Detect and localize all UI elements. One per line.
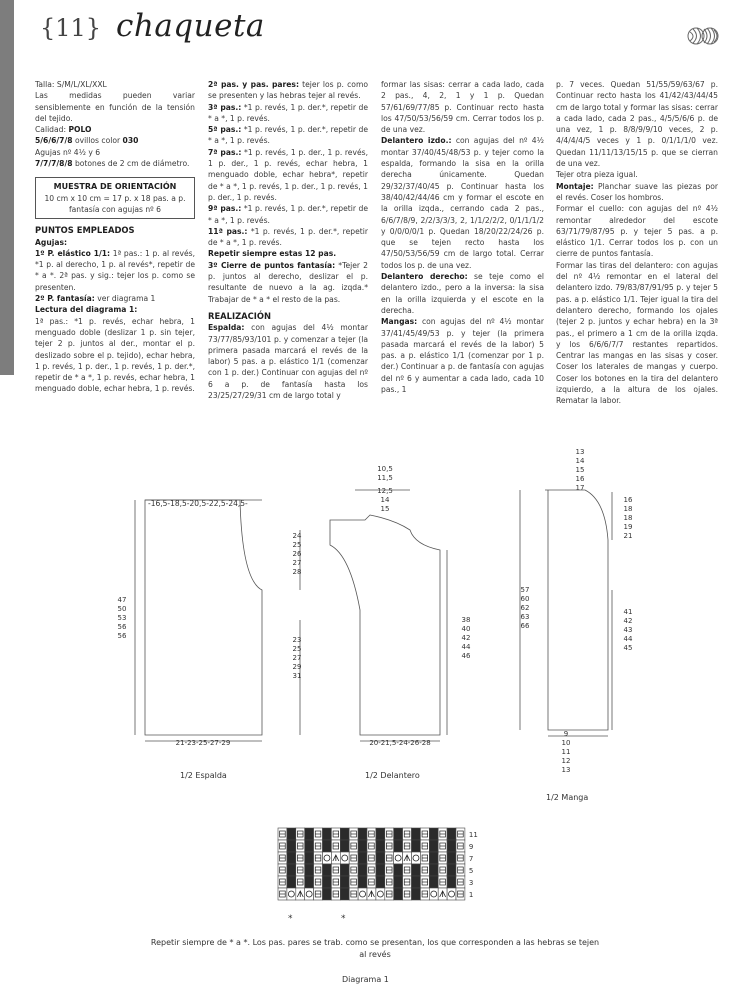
puntos-title: PUNTOS EMPLEADOS <box>35 225 135 236</box>
chart-cell <box>323 888 332 900</box>
chart-cell <box>340 888 349 900</box>
chart-cell <box>340 876 349 888</box>
mangas-continued: p. 7 veces. Quedan 51/55/59/63/67 p. Continuar recto hasta los 41/42/43/44/45 cm de largo total y formar las sisas: cerrar a cada lado, cada 2 pas., 4/5/5/6/6 p. de una vez, 1 p. 8/8/9/9/10 veces, 2 p. 4/4/4/4/5 veces y 1 p. 0/1/1/1/0 vez. Quedan 11/11/13/15/15 p. que se cierran de una vez. <box>556 80 718 169</box>
chart-cell <box>394 864 403 876</box>
chart-cell <box>447 876 456 888</box>
chart-cell <box>323 828 332 840</box>
espalda-continued: formar las sisas: cerrar a cada lado, cada 2 pas., 4, 2, 1 y 1 p. Quedan 57/61/69/77/85 p. Continuar recto hasta los 47/50/53/56/59 cm. Cerrar todos los p. de una vez. <box>381 80 544 135</box>
diagram-caption: Diagrama 1 <box>342 975 389 984</box>
botones-line: 7/7/7/8/8 botones de 2 cm de diámetro. <box>35 159 190 169</box>
svg-text:31: 31 <box>292 672 302 680</box>
chart-cell <box>323 876 332 888</box>
calidad-line: Calidad: POLO <box>35 125 92 135</box>
svg-text:47: 47 <box>117 596 127 604</box>
text-column-3 <box>381 79 544 395</box>
chart-cell <box>305 852 314 864</box>
otra-pieza-line: Tejer otra pieza igual. <box>556 170 638 180</box>
stitch-chart-row-numbers <box>469 831 478 899</box>
svg-text:9: 9 <box>563 730 569 738</box>
delantero-width-label: 20-21,5-24-26-28 <box>369 739 431 747</box>
chart-cell <box>305 828 314 840</box>
lectura-paragraph: 1ª pas.: *1 p. revés, echar hebra, 1 menguado doble (deslizar 1 p. sin tejer, tejer 2 p. juntos al der., montar el p. deslizado sobre el p. tejido), echar hebra, 1 p. revés, 1 p. der., 1 p. revés, 1 p. der.*, repetir de * a *, 1 p. revés, echar hebra, 1 menguado doble, echar hebra, 1 p. revés. <box>35 316 195 394</box>
svg-text:44: 44 <box>623 635 633 643</box>
svg-text:40: 40 <box>461 625 471 633</box>
chart-row-number: 11 <box>468 831 478 839</box>
chart-cell <box>287 864 296 876</box>
svg-text:17: 17 <box>575 484 585 492</box>
montaje-paragraph: Montaje: Planchar suave las piezas por el revés. Coser los hombros. <box>556 181 718 202</box>
svg-text:18: 18 <box>623 514 633 522</box>
lectura-label: Lectura del diagrama 1: <box>35 305 138 315</box>
chart-cell <box>305 876 314 888</box>
chart-cell <box>412 840 421 852</box>
svg-text:14: 14 <box>575 457 585 465</box>
espalda-width-label: 21-23-25-27-29 <box>175 739 231 747</box>
espalda-top-label: -16,5-18,5-20,5-22,5-24,5- <box>148 499 248 508</box>
espalda-caption: 1/2 Espalda <box>180 771 227 780</box>
svg-text:13: 13 <box>561 766 571 774</box>
page-edge-bar <box>0 0 14 375</box>
chart-cell <box>340 864 349 876</box>
text-column-2 <box>208 79 368 401</box>
pas-3-paragraph: 3ª pas.: *1 p. revés, 1 p. der.*, repetir de * a *, 1 p. revés. <box>208 102 368 123</box>
schematics-diagram <box>0 430 750 840</box>
chart-cell <box>376 876 385 888</box>
mangas-paragraph: Mangas: con agujas del nº 4½ montar 37/41/45/49/53 p. y tejer (la primera pasada marcará el revés de la labor) 5 pas. a p. elástico 1/1 (comenzar por 1 p. der.) Continuar a p. de fantasía con agujas del nº 6 y aumentar a cada lado, cada 10 pas., 1 <box>381 317 544 395</box>
chart-cell <box>412 828 421 840</box>
delantero-outline <box>330 515 440 735</box>
svg-text:27: 27 <box>292 654 302 662</box>
agujas-label: Agujas: <box>35 237 68 247</box>
chart-cell <box>287 840 296 852</box>
agujas-line: Agujas nº 4½ y 6 <box>35 147 101 157</box>
pas-5-paragraph: 5ª pas.: *1 p. revés, 1 p. der.*, repetir de * a *, 1 p. revés. <box>208 125 368 146</box>
pas-7-paragraph: 7ª pas.: *1 p. revés, 1 p. der., 1 p. revés, 1 p. der., 1 p. revés, echar hebra, 1 menguado doble, echar hebra*, repetir de * a *, 1 p. revés, 1 p. der., 1 p. revés, 1 p. der., 1 p. revés. <box>208 147 369 202</box>
chart-cell <box>394 840 403 852</box>
elastico-paragraph: 1º P. elástico 1/1: 1ª pas.: 1 p. al revés, *1 p. al derecho, 1 p. al revés*, repetir de * a *. 2ª pas. y sig.: tejer los p. como se presenten. <box>35 248 195 292</box>
svg-text:18: 18 <box>623 505 633 513</box>
pas-11-paragraph: 11ª pas.: *1 p. revés, 1 p. der.*, repetir de * a *, 1 p. revés. <box>208 226 368 248</box>
manga-cap-labels <box>624 496 633 540</box>
manga-top-labels <box>576 448 585 492</box>
yarn-balls-icon <box>686 26 720 46</box>
espalda-paragraph: Espalda: con agujas del 4½ montar 73/77/85/93/101 p. y comenzar a tejer (la primera pasada marcará el revés de la labor) 5 pas. a p. elástico 1/1 (comenzar con 1 p. der.) Continuar con agujas del nº 6 a p. de fantasía hasta los 23/25/27/29/31 cm de largo total y <box>208 323 368 401</box>
text-column-4 <box>556 79 718 407</box>
svg-text:25: 25 <box>292 645 302 653</box>
svg-text:44: 44 <box>461 643 471 651</box>
chart-row-number: 1 <box>468 891 474 899</box>
chart-cell <box>358 852 367 864</box>
svg-text:14: 14 <box>380 496 390 504</box>
delantero-caption: 1/2 Delantero <box>365 771 420 780</box>
svg-text:38: 38 <box>461 616 471 624</box>
chart-cell <box>323 864 332 876</box>
svg-text:53: 53 <box>117 614 127 622</box>
manga-body-labels <box>624 608 633 652</box>
diagram-note: Repetir siempre de * a *. Los pas. pares se trab. como se presentan, los que corresponden a las hebras se tejen al revés <box>150 938 600 959</box>
svg-text:45: 45 <box>623 644 633 652</box>
pattern-number: {11} <box>40 14 102 42</box>
repeat-star-right: * <box>341 914 346 924</box>
chart-cell <box>340 840 349 852</box>
svg-text:60: 60 <box>520 595 530 603</box>
svg-text:43: 43 <box>623 626 633 634</box>
cuello-paragraph: Formar el cuello: con agujas del nº 4½ remontar alrededor del escote 63/71/79/87/95 p. y tejer 5 pas. a p. elástico 1/1. Cerrar todos los p. con un cierre de puntos fantasía. <box>556 204 718 259</box>
svg-text:15: 15 <box>575 466 585 474</box>
svg-text:10,5: 10,5 <box>377 465 393 473</box>
chart-row-number: 3 <box>468 879 474 887</box>
chart-row-number: 7 <box>468 855 474 863</box>
talla-line: Talla: S/M/L/XL/XXL <box>35 80 107 89</box>
chart-cell <box>429 852 438 864</box>
ovillos-line: 5/6/6/7/8 ovillos color 030 <box>35 136 139 146</box>
chart-cell <box>412 864 421 876</box>
svg-text:56: 56 <box>117 632 127 640</box>
realizacion-title: REALIZACIÓN <box>208 310 272 321</box>
pas-9-paragraph: 9ª pas.: *1 p. revés, 1 p. der.*, repetir de * a *, 1 p. revés. <box>208 204 368 225</box>
chart-cell <box>394 888 403 900</box>
manga-outline <box>545 490 608 730</box>
muestra-box <box>35 177 195 219</box>
chart-row-number: 5 <box>468 867 474 875</box>
chart-cell <box>287 876 296 888</box>
svg-text:11,5: 11,5 <box>377 474 393 482</box>
svg-text:63: 63 <box>520 613 530 621</box>
chart-cell <box>447 840 456 852</box>
fantasia-paragraph: 2º P. fantasía: ver diagrama 1 <box>35 294 156 304</box>
cierre-paragraph: 3º Cierre de puntos fantasía: *Tejer 2 p. juntos al derecho, deslizar el p. resultante de nuevo a la ag. izqda.* Trabajar de * a * el resto de la pas. <box>208 260 368 304</box>
svg-text:50: 50 <box>117 605 127 613</box>
chart-cell <box>447 852 456 864</box>
svg-text:42: 42 <box>623 617 633 625</box>
chart-cell <box>358 840 367 852</box>
chart-cell <box>447 864 456 876</box>
svg-text:28: 28 <box>292 568 302 576</box>
svg-text:12: 12 <box>561 757 571 765</box>
svg-text:16: 16 <box>575 475 585 483</box>
svg-text:12,5: 12,5 <box>377 487 393 495</box>
chart-cell <box>376 852 385 864</box>
chart-row-number: 9 <box>468 843 474 851</box>
chart-cell <box>376 828 385 840</box>
repetir-line: Repetir siempre estas 12 pas. <box>208 249 337 259</box>
svg-text:21: 21 <box>623 532 633 540</box>
delantero-neck-labels <box>377 465 393 513</box>
chart-cell <box>287 852 296 864</box>
svg-text:46: 46 <box>461 652 471 660</box>
svg-text:42: 42 <box>461 634 471 642</box>
chart-cell <box>412 888 421 900</box>
espalda-body-labels <box>293 636 302 680</box>
chart-cell <box>394 828 403 840</box>
svg-text:57: 57 <box>520 586 530 594</box>
manga-total-labels <box>521 586 530 630</box>
manga-caption: 1/2 Manga <box>546 793 589 802</box>
stitch-chart <box>276 826 486 926</box>
chart-cell <box>358 864 367 876</box>
espalda-total-labels <box>118 596 127 640</box>
text-column-1 <box>35 79 195 395</box>
svg-text:62: 62 <box>520 604 530 612</box>
delantero-escote-labels <box>462 616 471 660</box>
svg-text:27: 27 <box>292 559 302 567</box>
tiras-paragraph: Formar las tiras del delantero: con agujas del nº 4½ remontar en el lateral del delantero izdo. 79/83/87/91/95 p. y tejer 5 pas. a p. elástico 1/1. Tejer igual la tira del delantero derecho, formando los ojales (tejer 2 p. juntos y echar hebra) en la 3ª pas., el primero a 1 cm de la orilla izqda. y los 6/6/6/7/7 restantes repartidos. Centrar las mangas en las sisas y coser. Coser los laterales de mangas y cuerpo. Coser los botones en la tira del delantero izquierdo, a la altura de los ojales. Rematar la labor. <box>556 260 718 406</box>
chart-cell <box>305 840 314 852</box>
svg-text:11: 11 <box>561 748 571 756</box>
chart-cell <box>394 876 403 888</box>
chart-cell <box>376 864 385 876</box>
chart-cell <box>429 840 438 852</box>
manga-bottom-labels <box>562 730 571 774</box>
chart-cell <box>323 840 332 852</box>
chart-cell <box>340 828 349 840</box>
pas-2-paragraph: 2ª pas. y pas. pares: tejer los p. como se presenten y las hebras tejer al revés. <box>208 80 368 101</box>
delantero-izdo-paragraph: Delantero izdo.: con agujas del nº 4½ montar 37/40/45/48/53 p. y tejer como la espalda, formando la sisa en la orilla derecha únicamente. Quedan 29/32/37/40/45 p. Continuar hasta los 38/40/42/44/46 cm y formar el escote en la orilla izqda., cerrando cada 2 pas., 6/6/7/8/9, 2/2/3/3/3, 2, 1/1/2/2/2, 0/1/1/1/2 y 0/0/0/0/1 p. Quedan 18/20/22/24/26 p. que se tejen recto hasta los 47/50/53/56/59 cm de largo total. Cerrar todos los p. de una vez. <box>381 136 545 270</box>
talla-note: Las medidas pueden variar sensiblemente en función de la tensión del tejido. <box>35 91 195 123</box>
chart-cell <box>412 876 421 888</box>
espalda-sisa-labels <box>293 532 302 576</box>
repeat-star-left: * <box>288 914 293 924</box>
chart-cell <box>376 840 385 852</box>
svg-text:25: 25 <box>292 541 302 549</box>
muestra-title: MUESTRA DE ORIENTACIÓN <box>53 182 177 192</box>
svg-text:10: 10 <box>561 739 571 747</box>
espalda-outline <box>145 500 262 735</box>
chart-cell <box>447 828 456 840</box>
svg-text:26: 26 <box>292 550 302 558</box>
chart-cell <box>358 828 367 840</box>
chart-cell <box>429 864 438 876</box>
chart-cell <box>429 828 438 840</box>
svg-text:29: 29 <box>292 663 302 671</box>
svg-text:41: 41 <box>623 608 633 616</box>
chart-cell <box>287 828 296 840</box>
svg-text:16: 16 <box>623 496 633 504</box>
pattern-title: chaqueta <box>116 8 265 44</box>
chart-cell <box>305 864 314 876</box>
delantero-dcho-paragraph: Delantero derecho: se teje como el delantero izdo., pero a la inversa: la sisa en la orilla izquierda y el escote en la derecha. <box>381 272 544 315</box>
svg-text:15: 15 <box>380 505 390 513</box>
muestra-text: 10 cm x 10 cm = 17 p. x 18 pas. a p. fantasía con agujas nº 6 <box>44 193 186 214</box>
svg-text:13: 13 <box>575 448 585 456</box>
chart-cell <box>358 876 367 888</box>
stitch-chart-grid <box>278 828 465 900</box>
svg-text:66: 66 <box>520 622 530 630</box>
svg-text:24: 24 <box>292 532 302 540</box>
chart-cell <box>429 876 438 888</box>
svg-text:56: 56 <box>117 623 127 631</box>
svg-text:19: 19 <box>623 523 633 531</box>
svg-text:23: 23 <box>292 636 302 644</box>
